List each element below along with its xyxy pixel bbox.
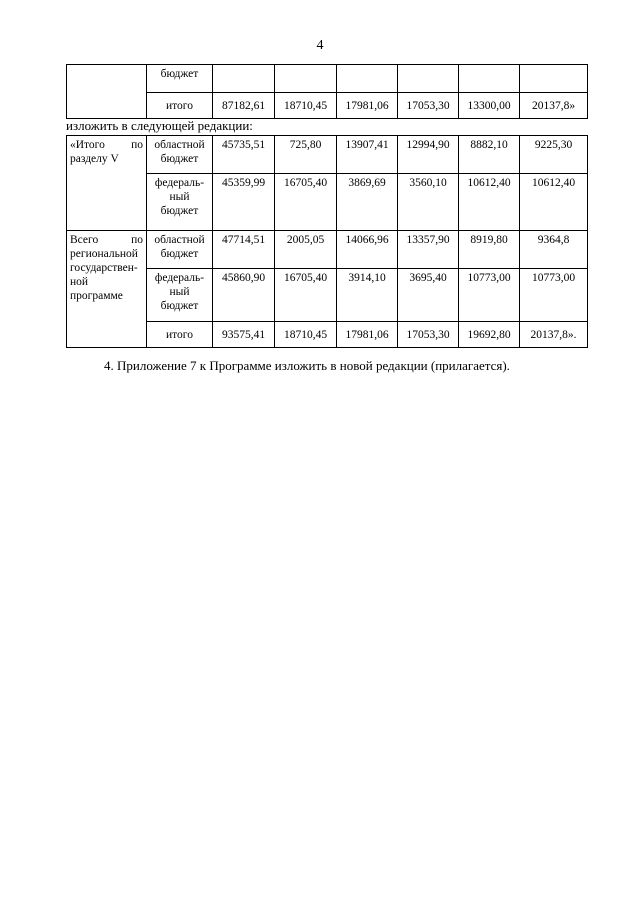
value-cell: 13300,00 xyxy=(459,93,520,119)
value-cell: 14066,96 xyxy=(337,231,398,269)
value-cell xyxy=(398,65,459,93)
source-cell: итого xyxy=(147,322,213,348)
source-line: ный xyxy=(169,191,190,203)
label-line: государствен- xyxy=(70,262,138,274)
instruction-text: изложить в следующей редакции: xyxy=(66,118,253,133)
value-cell: 20137,8». xyxy=(520,322,588,348)
appendix-note: 4. Приложение 7 к Программе изложить в новой редакции (прилагается). xyxy=(104,358,510,373)
source-cell: бюджет xyxy=(147,65,213,93)
value-cell: 17053,30 xyxy=(398,93,459,119)
value-cell: 17981,06 xyxy=(337,322,398,348)
value-cell: 12994,90 xyxy=(398,136,459,174)
value-cell: 3914,10 xyxy=(337,269,398,322)
label-line: Всего по xyxy=(70,234,143,246)
label-line: региональной xyxy=(70,248,138,260)
empty-label-cell xyxy=(67,65,147,119)
source-line: ный xyxy=(169,286,190,298)
source-line: бюджет xyxy=(160,248,199,260)
value-cell: 93575,41 xyxy=(213,322,275,348)
value-cell: 3869,69 xyxy=(337,174,398,231)
value-cell: 20137,8» xyxy=(520,93,588,119)
value-cell xyxy=(337,65,398,93)
label-line: «Итого по xyxy=(70,139,143,151)
source-line: бюджет xyxy=(160,205,199,217)
table-row xyxy=(67,231,588,269)
source-cell: итого xyxy=(147,93,213,119)
value-cell: 17053,30 xyxy=(398,322,459,348)
value-cell xyxy=(213,65,275,93)
source-cell xyxy=(147,269,213,322)
value-cell: 45359,99 xyxy=(213,174,275,231)
page-number: 4 xyxy=(316,38,324,53)
value-cell: 13907,41 xyxy=(337,136,398,174)
value-cell: 3695,40 xyxy=(398,269,459,322)
label-line: разделу V xyxy=(70,153,119,165)
source-line: федераль- xyxy=(154,272,205,284)
source-line: федераль- xyxy=(154,177,205,189)
value-cell: 16705,40 xyxy=(275,269,337,322)
value-cell: 16705,40 xyxy=(275,174,337,231)
value-cell: 18710,45 xyxy=(275,93,337,119)
value-cell: 8919,80 xyxy=(459,231,520,269)
budget-table-new xyxy=(66,135,588,348)
source-line: областной xyxy=(154,234,205,246)
value-cell: 17981,06 xyxy=(337,93,398,119)
value-cell: 725,80 xyxy=(275,136,337,174)
value-cell: 45860,90 xyxy=(213,269,275,322)
source-cell xyxy=(147,231,213,269)
table-row xyxy=(67,65,588,93)
value-cell: 45735,51 xyxy=(213,136,275,174)
value-cell: 9364,8 xyxy=(520,231,588,269)
value-cell: 10773,00 xyxy=(459,269,520,322)
label-line: программе xyxy=(70,290,123,302)
value-cell xyxy=(275,65,337,93)
source-line: областной xyxy=(154,139,205,151)
value-cell xyxy=(520,65,588,93)
source-line: бюджет xyxy=(160,300,199,312)
source-line: бюджет xyxy=(160,153,199,165)
source-cell xyxy=(147,174,213,231)
value-cell: 19692,80 xyxy=(459,322,520,348)
value-cell: 3560,10 xyxy=(398,174,459,231)
budget-table-continued xyxy=(66,64,588,119)
section-label xyxy=(67,136,147,231)
source-cell xyxy=(147,136,213,174)
section-label xyxy=(67,231,147,348)
label-line: ной xyxy=(70,276,89,288)
value-cell: 13357,90 xyxy=(398,231,459,269)
value-cell: 87182,61 xyxy=(213,93,275,119)
table-row xyxy=(67,136,588,174)
value-cell: 47714,51 xyxy=(213,231,275,269)
value-cell: 8882,10 xyxy=(459,136,520,174)
value-cell: 18710,45 xyxy=(275,322,337,348)
value-cell xyxy=(459,65,520,93)
value-cell: 2005,05 xyxy=(275,231,337,269)
value-cell: 10773,00 xyxy=(520,269,588,322)
value-cell: 10612,40 xyxy=(520,174,588,231)
value-cell: 9225,30 xyxy=(520,136,588,174)
value-cell: 10612,40 xyxy=(459,174,520,231)
